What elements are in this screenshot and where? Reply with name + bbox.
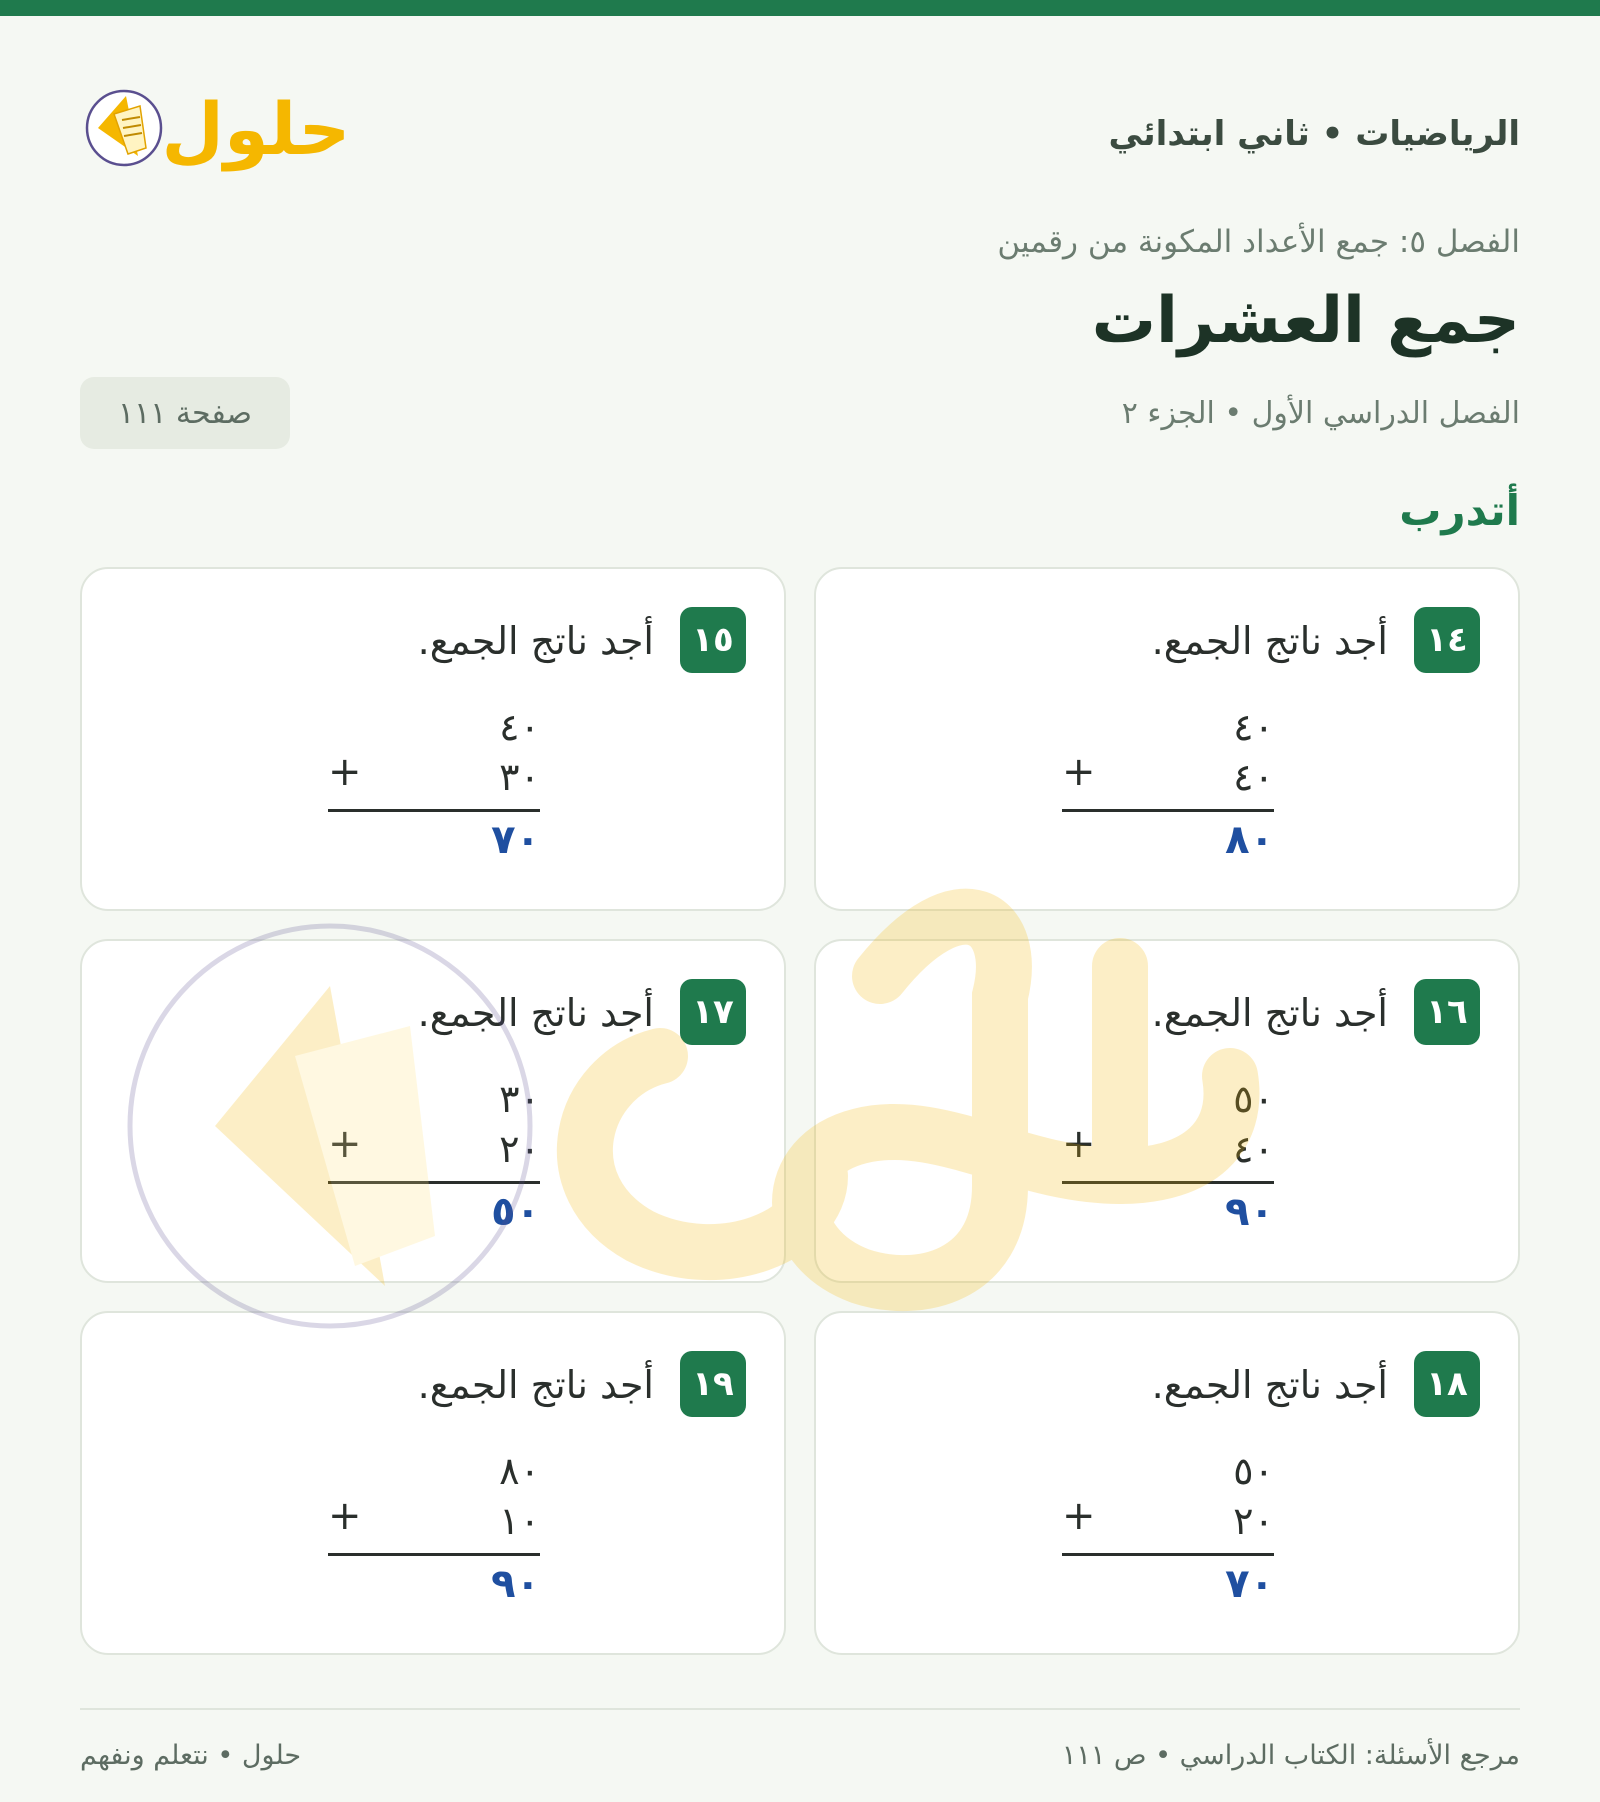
lesson-title: جمع العشرات bbox=[1091, 284, 1520, 358]
problem-card bbox=[814, 1311, 1520, 1655]
addend-bottom: ٢٠ bbox=[499, 1127, 540, 1171]
addend-top: ٤٠ bbox=[499, 705, 540, 749]
problem-card bbox=[80, 1311, 786, 1655]
sum-result: ٨٠ bbox=[1225, 817, 1274, 863]
sum-line bbox=[1062, 1181, 1274, 1184]
problem-number: ١٥ bbox=[680, 607, 746, 673]
page-header bbox=[80, 68, 1520, 188]
addend-bottom: ٢٠ bbox=[1233, 1499, 1274, 1543]
problem-card bbox=[80, 567, 786, 911]
addend-bottom: ٤٠ bbox=[1233, 1127, 1274, 1171]
problem-prompt: أجد ناتج الجمع. bbox=[417, 991, 654, 1035]
addend-bottom: ٤٠ bbox=[1233, 755, 1274, 799]
semester-label: الفصل الدراسي الأول • الجزء ٢ bbox=[1121, 396, 1520, 431]
vertical-addition bbox=[1062, 1449, 1274, 1619]
plus-sign: + bbox=[1062, 1121, 1096, 1167]
worksheet-page bbox=[0, 16, 1600, 1802]
sum-result: ٥٠ bbox=[491, 1189, 540, 1235]
sum-result: ٧٠ bbox=[1225, 1561, 1274, 1607]
problem-number: ١٤ bbox=[1414, 607, 1480, 673]
section-heading: أتدرب bbox=[1399, 486, 1520, 535]
problem-prompt: أجد ناتج الجمع. bbox=[1151, 619, 1388, 663]
problem-number: ١٧ bbox=[680, 979, 746, 1045]
subject-label: الرياضيات • ثاني ابتدائي bbox=[1108, 114, 1520, 154]
page-number-badge: صفحة ١١١ bbox=[80, 377, 290, 449]
problem-prompt: أجد ناتج الجمع. bbox=[417, 619, 654, 663]
hulul-logo bbox=[80, 68, 360, 188]
sum-line bbox=[1062, 809, 1274, 812]
problem-number: ١٨ bbox=[1414, 1351, 1480, 1417]
addend-top: ٤٠ bbox=[1233, 705, 1274, 749]
problem-prompt: أجد ناتج الجمع. bbox=[417, 1363, 654, 1407]
addend-bottom: ٣٠ bbox=[499, 755, 540, 799]
vertical-addition bbox=[328, 705, 540, 875]
problem-number: ١٩ bbox=[680, 1351, 746, 1417]
vertical-addition bbox=[1062, 705, 1274, 875]
sum-result: ٩٠ bbox=[491, 1561, 540, 1607]
addend-top: ٣٠ bbox=[499, 1077, 540, 1121]
footer-divider bbox=[80, 1708, 1520, 1710]
problem-number: ١٦ bbox=[1414, 979, 1480, 1045]
vertical-addition bbox=[328, 1077, 540, 1247]
plus-sign: + bbox=[328, 749, 362, 795]
vertical-addition bbox=[328, 1449, 540, 1619]
sum-line bbox=[328, 809, 540, 812]
sum-result: ٧٠ bbox=[491, 817, 540, 863]
top-accent-bar bbox=[0, 0, 1600, 16]
footer-reference: مرجع الأسئلة: الكتاب الدراسي • ص ١١١ bbox=[1061, 1740, 1520, 1771]
problem-card bbox=[814, 939, 1520, 1283]
sum-line bbox=[1062, 1553, 1274, 1556]
vertical-addition bbox=[1062, 1077, 1274, 1247]
plus-sign: + bbox=[328, 1121, 362, 1167]
problem-card bbox=[814, 567, 1520, 911]
plus-sign: + bbox=[1062, 1493, 1096, 1539]
footer-brand: حلول • نتعلم ونفهم bbox=[80, 1740, 302, 1771]
sum-result: ٩٠ bbox=[1225, 1189, 1274, 1235]
addend-top: ٥٠ bbox=[1233, 1077, 1274, 1121]
addend-bottom: ١٠ bbox=[499, 1499, 540, 1543]
chapter-title: الفصل ٥: جمع الأعداد المكونة من رقمين bbox=[997, 224, 1520, 260]
problem-prompt: أجد ناتج الجمع. bbox=[1151, 991, 1388, 1035]
problem-card bbox=[80, 939, 786, 1283]
addend-top: ٥٠ bbox=[1233, 1449, 1274, 1493]
plus-sign: + bbox=[1062, 749, 1096, 795]
addend-top: ٨٠ bbox=[499, 1449, 540, 1493]
plus-sign: + bbox=[328, 1493, 362, 1539]
problem-prompt: أجد ناتج الجمع. bbox=[1151, 1363, 1388, 1407]
svg-text:حلول: حلول bbox=[161, 87, 351, 171]
sum-line bbox=[328, 1181, 540, 1184]
sum-line bbox=[328, 1553, 540, 1556]
